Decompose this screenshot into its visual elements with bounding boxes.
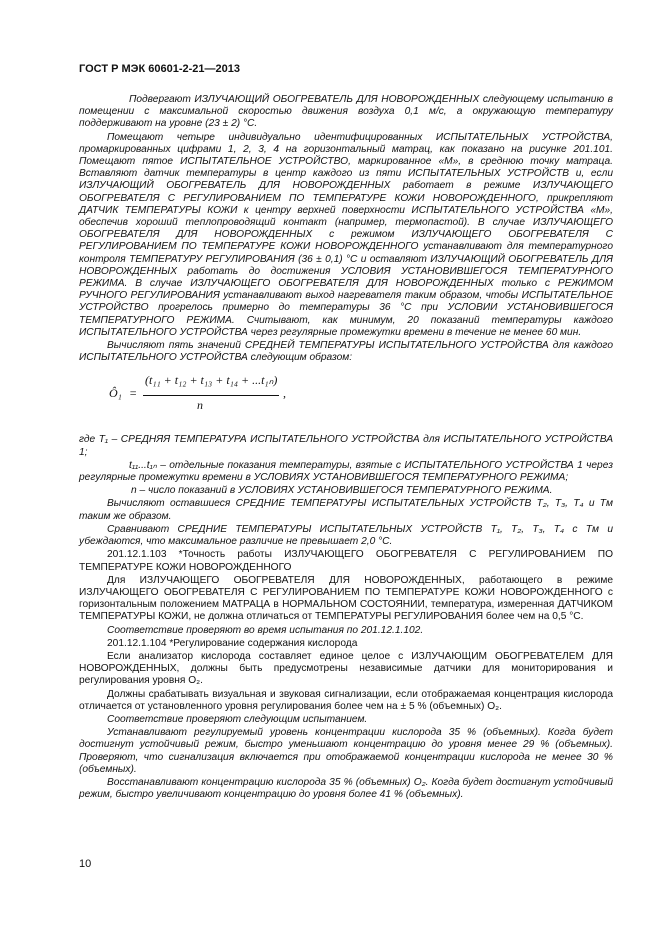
document-header: ГОСТ Р МЭК 60601-2-21—2013 [79,63,240,75]
paragraph: Устанавливают регулируемый уровень концентрации кислорода 35 % (объемных). Когда будет достигнут устойчивый режим, быстро уменьшают концентрацию до уровня менее 29 % (объемных). Проверяют, что сигнализация включается при отображаемой концентрации кислорода не менее 30 % (объемных). [79,727,613,775]
section-heading: 201.12.1.103 *Точность работы ИЗЛУЧАЮЩЕГО ОБОГРЕВАТЕЛЯ С РЕГУЛИРОВАНИЕМ ПО ТЕМПЕРАТУРЕ КОЖИ НОВОРОЖДЕННОГО [79,549,613,573]
paragraph: Должны срабатывать визуальная и звуковая сигнализации, если отображаемая концентрация кислорода отличается от установленного уровня регулирования более чем на ± 5 % (объемных) O₂. [79,688,613,712]
formula-lhs: Ô₁ [109,386,122,401]
fraction-bar [143,395,279,396]
paragraph: Помещают четыре индивидуально идентифицированных ИСПЫТАТЕЛЬНЫХ УСТРОЙСТВА, промаркированных цифрами 1, 2, 3, 4 на горизонтальный матрац, как показано на рисунке 201.101. Помещают пятое ИСПЫТАТЕЛЬНОЕ УСТРОЙСТВО, маркированное «М», в среднюю точку матраца. Вставляют датчик температуры в центр каждого из пяти ИСПЫТАТЕЛЬНЫХ УСТРОЙСТВ и, если ИЗЛУЧАЮЩИЙ ОБОГРЕВАТЕЛЬ ДЛЯ НОВОРОЖДЕННЫХ работает в режиме ИЗЛУЧАЮЩЕГО ОБОГРЕВАТЕЛЯ С РЕГУЛИРОВАНИЕМ ПО ТЕМПЕРАТУРЕ КОЖИ НОВОРОЖДЕННОГО, прикрепляют ДАТЧИК ТЕМПЕРАТУРЫ КОЖИ к центру верхней поверхности ИСПЫТАТЕЛЬНОГО УСТРОЙСТВА «М», обеспечив хороший теплопроводящий контакт (например, термопастой). В случае ИЗЛУЧАЮЩЕГО ОБОГРЕВАТЕЛЯ ДЛЯ НОВОРОЖДЕННЫХ с режимом ИЗЛУЧАЮЩЕГО ОБОГРЕВАТЕЛЯ С РЕГУЛИРОВАНИЕМ ПО ТЕМПЕРАТУРЕ КОЖИ НОВОРОЖДЕННОГО устанавливают для температурного контроля ТЕМПЕРАТУРУ РЕГУЛИРОВАНИЯ (36 ± 0,1) °С и оставляют ИЗЛУЧАЮЩИЙ ОБОГРЕВАТЕЛЬ ДЛЯ НОВОРОЖДЕННЫХ работать до достижения УСЛОВИЯ УСТАНОВИВШЕГОСЯ ТЕМПЕРАТУРНОГО РЕЖИМА. В случае ИЗЛУЧАЮЩЕГО ОБОГРЕВАТЕЛЯ ДЛЯ НОВОРОЖДЕННЫХ только с РЕЖИМОМ РУЧНОГО РЕГУЛИРОВАНИЯ устанавливают выход нагревателя таким образом, чтобы ИСПЫТАТЕЛЬНОЕ УСТРОЙСТВО прогрелось примерно до температуры 36 °С при УСЛОВИИ УСТАНОВИВШЕГОСЯ ТЕМПЕРАТУРНОГО РЕЖИМА. Считывают, как минимум, 20 показаний температуры каждого ИСПЫТАТЕЛЬНОГО УСТРОЙСТВА через регулярные промежутки времени в течение не менее 60 мин. [79,131,613,338]
paragraph: Соответствие проверяют во время испытания по 201.12.1.102. [107,624,424,636]
formula [79,370,613,426]
paragraph: Вычисляют оставшиеся СРЕДНИЕ ТЕМПЕРАТУРЫ ИСПЫТАТЕЛЬНЫХ УСТРОЙСТВ T₂, T₃, T₄ и Tм таким же образом. [79,498,613,522]
paragraph: Подвергают ИЗЛУЧАЮЩИЙ ОБОГРЕВАТЕЛЬ ДЛЯ НОВОРОЖДЕННЫХ следующему испытанию в помещении с максимальной скоростью движения воздуха 0,1 м/с, а окружающую температуру поддерживают на уровне (23 ± 2) °С. [79,94,613,130]
where-item: где T₁ – СРЕДНЯЯ ТЕМПЕРАТУРА ИСПЫТАТЕЛЬНОГО УСТРОЙСТВА для ИСПЫТАТЕЛЬНОГО УСТРОЙСТВА 1; [79,434,613,458]
where-item: t₁₁...t₁ₙ – отдельные показания температуры, взятые с ИСПЫТАТЕЛЬНОГО УСТРОЙСТВА 1 через регулярные промежутки времени в УСЛОВИЯХ УСТАНОВИВШЕГОСЯ ТЕМПЕРАТУРНОГО РЕЖИМА; [79,459,613,484]
section-heading: 201.12.1.104 *Регулирование содержания кислорода [107,637,358,649]
formula-numerator: (t₁₁ + t₁₂ + t₁₃ + t₁₄ + ...t₁ₙ) [145,373,278,388]
page-number: 10 [79,858,92,870]
formula-comma: , [283,386,286,401]
where-item: n – число показаний в УСЛОВИЯХ УСТАНОВИВШЕГОСЯ ТЕМПЕРАТУРНОГО РЕЖИМА. [131,485,553,497]
paragraph: Сравнивают СРЕДНИЕ ТЕМПЕРАТУРЫ ИСПЫТАТЕЛЬНЫХ УСТРОЙСТВ T₁, T₂, T₃, T₄ с Tм и убеждаются, что максимальное различие не превышает 2,0 °С. [79,523,613,548]
paragraph: Соответствие проверяют следующим испытанием. [107,713,368,725]
paragraph: Для ИЗЛУЧАЮЩЕГО ОБОГРЕВАТЕЛЯ ДЛЯ НОВОРОЖДЕННЫХ, работающего в режиме ИЗЛУЧАЮЩЕГО ОБОГРЕВАТЕЛЯ С РЕГУЛИРОВАНИЕМ ПО ТЕМПЕРАТУРЕ КОЖИ НОВОРОЖДЕННОГО с горизонтальным положением МАТРАЦА в НОРМАЛЬНОМ СОСТОЯНИИ, температура, измеренная ДАТЧИКОМ ТЕМПЕРАТУРЫ КОЖИ, не должна отличаться от ТЕМПЕРАТУРЫ РЕГУЛИРОВАНИЯ более чем на 0,5 °С. [79,574,613,623]
paragraph: Восстанавливают концентрацию кислорода 35 % (объемных) O₂. Когда будет достигнут устойчивый режим, быстро увеличивают концентрацию до уровня более 41 % (объемных). [79,776,613,801]
paragraph: Если анализатор кислорода составляет единое целое с ИЗЛУЧАЮЩИМ ОБОГРЕВАТЕЛЕМ ДЛЯ НОВОРОЖДЕННЫХ, должны быть предусмотрены независимые датчики для мониторирования и регулирования уровня O₂. [79,650,613,687]
document-body [79,94,613,802]
paragraph: Вычисляют пять значений СРЕДНЕЙ ТЕМПЕРАТУРЫ ИСПЫТАТЕЛЬНОГО УСТРОЙСТВА для каждого ИСПЫТАТЕЛЬНОГО УСТРОЙСТВА следующим образом: [79,340,613,364]
formula-denominator: n [197,398,203,413]
formula-equals: = [129,386,138,401]
